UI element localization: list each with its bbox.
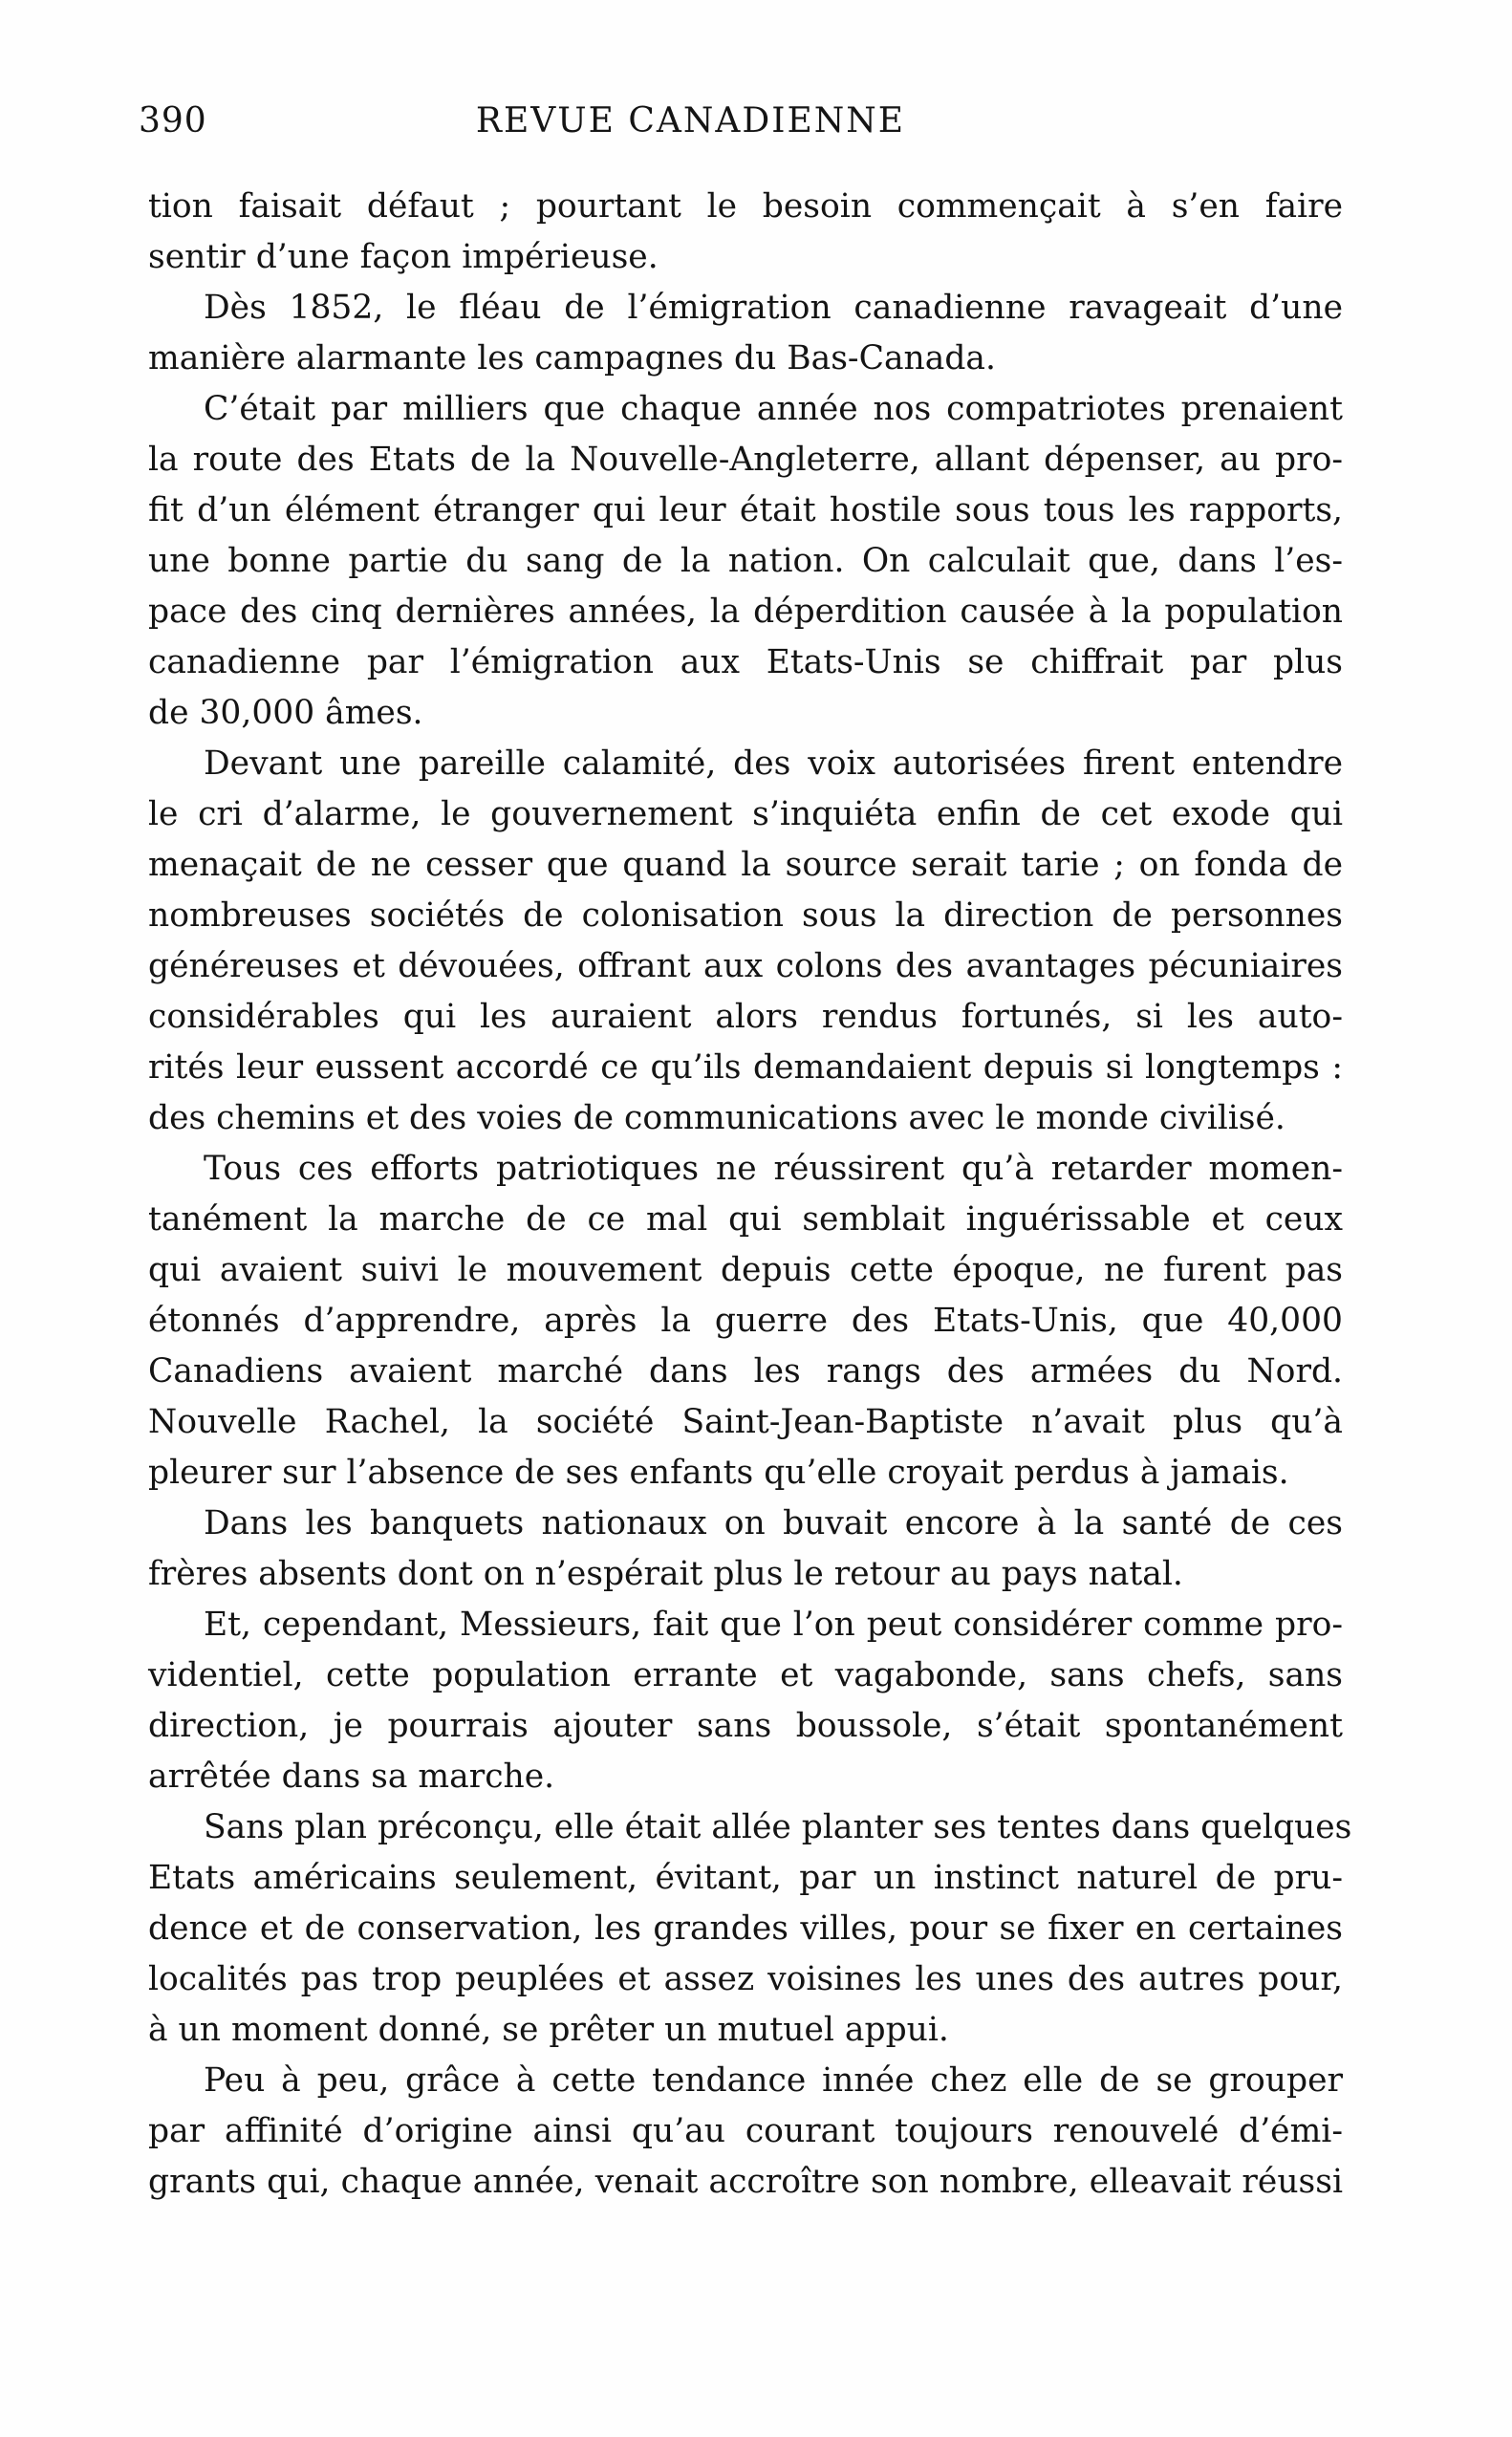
text-line: Sans plan préconçu, elle était allée planter ses tentes dans quelques	[204, 1808, 1352, 1846]
text-line: Dès 1852, le fléau de l’émigration canadienne ravageait d’une	[204, 289, 1343, 327]
paragraph	[148, 283, 1343, 384]
text-line: Etats américains seulement, évitant, par un instinct naturel de pru-	[148, 1859, 1343, 1897]
running-head	[139, 101, 1343, 155]
text-line: grants qui, chaque année, venait accroître son nombre, elleavait réussi	[148, 2163, 1343, 2201]
text-line: fit d’un élément étranger qui leur était hostile sous tous les rapports,	[148, 491, 1343, 529]
text-line: pace des cinq dernières années, la déperdition causée à la population	[148, 593, 1343, 631]
text-line: qui avaient suivi le mouvement depuis cette époque, ne furent pas	[148, 1251, 1343, 1289]
text-line: pleurer sur l’absence de ses enfants qu’elle croyait perdus à jamais.	[148, 1454, 1289, 1492]
text-line: tanément la marche de ce mal qui semblait inguérissable et ceux	[148, 1200, 1343, 1239]
text-line: menaçait de ne cesser que quand la source serait tarie ; on fonda de	[148, 846, 1343, 884]
text-line: C’était par milliers que chaque année nos compatriotes prenaient	[204, 390, 1343, 428]
text-line: considérables qui les auraient alors rendus fortunés, si les auto-	[148, 998, 1343, 1036]
text-line: des chemins et des voies de communications avec le monde civilisé.	[148, 1099, 1285, 1137]
paragraph	[148, 1600, 1343, 1802]
text-line: sentir d’une façon impérieuse.	[148, 238, 659, 276]
text-line: de 30,000 âmes.	[148, 694, 423, 732]
text-line: arrêtée dans sa marche.	[148, 1758, 555, 1796]
text-line: le cri d’alarme, le gouvernement s’inquiéta enfin de cet exode qui	[148, 795, 1343, 833]
text-line: nombreuses sociétés de colonisation sous la direction de personnes	[148, 896, 1343, 935]
paragraph	[148, 1499, 1343, 1600]
page-number: 390	[139, 101, 207, 140]
text-line: par affinité d’origine ainsi qu’au courant toujours renouvelé d’émi-	[148, 2112, 1343, 2150]
paragraph	[148, 1802, 1352, 2056]
text-line: tion faisait défaut ; pourtant le besoin commençait à s’en faire	[148, 187, 1343, 226]
text-line: généreuses et dévouées, offrant aux colons des avantages pécuniaires	[148, 947, 1343, 985]
text-line: Et, cependant, Messieurs, fait que l’on peut considérer comme pro-	[204, 1606, 1343, 1644]
text-line: à un moment donné, se prêter un mutuel appui.	[148, 2011, 949, 2049]
text-line: une bonne partie du sang de la nation. On calculait que, dans l’es-	[148, 542, 1343, 580]
text-line: direction, je pourrais ajouter sans boussole, s’était spontanément	[148, 1707, 1343, 1745]
text-line: localités pas trop peuplées et assez voisines les unes des autres pour,	[148, 1960, 1343, 1998]
text-line: la route des Etats de la Nouvelle-Angleterre, allant dépenser, au pro-	[148, 441, 1343, 479]
text-line: videntiel, cette population errante et vagabonde, sans chefs, sans	[148, 1656, 1343, 1694]
text-line: dence et de conservation, les grandes villes, pour se fixer en certaines	[148, 1909, 1343, 1948]
journal-title: REVUE CANADIENNE	[475, 101, 906, 140]
text-line: Devant une pareille calamité, des voix autorisées firent entendre	[204, 744, 1343, 783]
text-line: frères absents dont on n’espérait plus le retour au pays natal.	[148, 1555, 1183, 1593]
paragraph	[148, 182, 1343, 283]
paragraph	[148, 2056, 1343, 2208]
paragraph	[148, 1144, 1343, 1499]
text-line: Tous ces efforts patriotiques ne réussirent qu’à retarder momen-	[204, 1150, 1343, 1188]
text-line: canadienne par l’émigration aux Etats-Unis se chiffrait par plus	[148, 643, 1343, 681]
paragraph	[148, 384, 1343, 739]
text-line: Peu à peu, grâce à cette tendance innée chez elle de se grouper	[204, 2061, 1343, 2100]
text-line: Canadiens avaient marché dans les rangs des armées du Nord.	[148, 1352, 1343, 1391]
text-line: étonnés d’apprendre, après la guerre des Etats-Unis, que 40,000	[148, 1302, 1343, 1340]
text-line: rités leur eussent accordé ce qu’ils demandaient depuis si longtemps :	[148, 1048, 1343, 1087]
text-line: Dans les banquets nationaux on buvait encore à la santé de ces	[204, 1504, 1343, 1542]
text-line: manière alarmante les campagnes du Bas-Canada.	[148, 339, 996, 377]
text-line: Nouvelle Rachel, la société Saint-Jean-Baptiste n’avait plus qu’à	[148, 1403, 1343, 1441]
paragraph	[148, 739, 1343, 1144]
body-text	[148, 182, 1352, 2208]
